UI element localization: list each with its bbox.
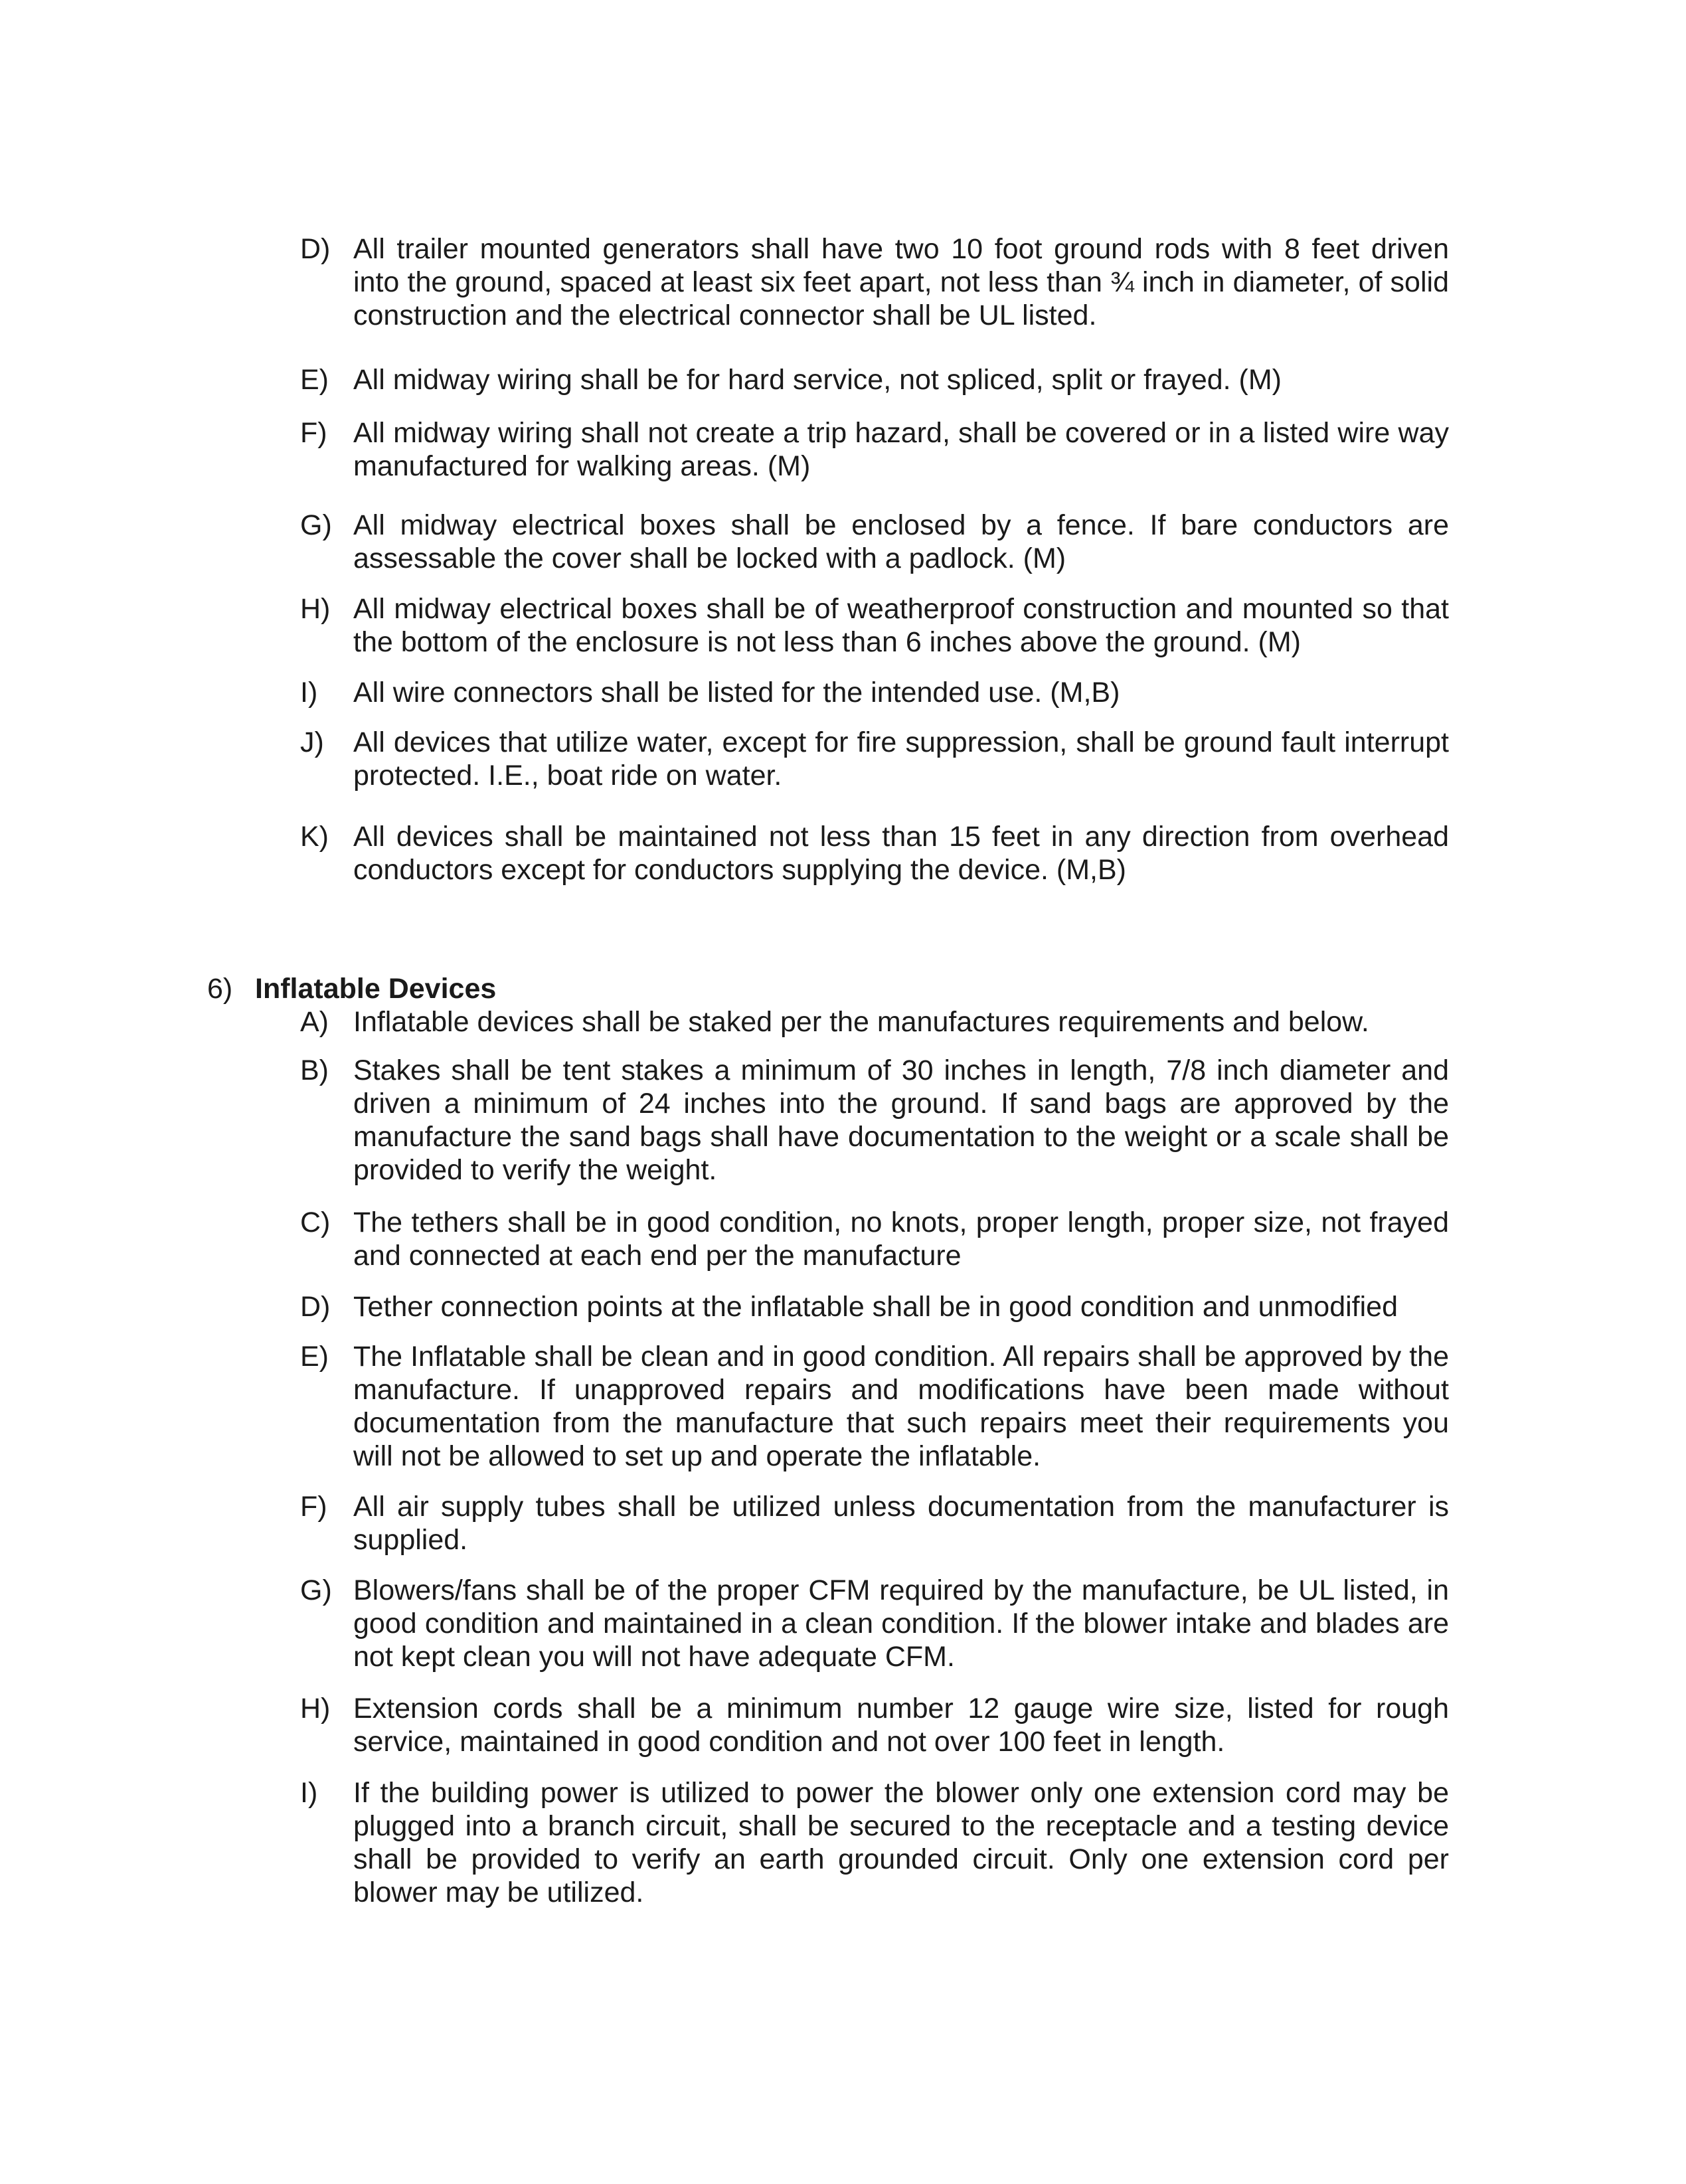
item-text: If the building power is utilized to power the blower only one extension cord may be plugged into a branch circuit, shall be secured to the receptacle and a testing device shall be provided to verify an earth grounded circuit. Only one extension cord per blower may be utilized. xyxy=(353,1777,1449,1908)
item-letter: C) xyxy=(300,1207,331,1238)
item-letter: F) xyxy=(300,417,327,449)
section-number: 6) xyxy=(207,973,233,1005)
list-item xyxy=(300,1290,1449,1323)
list-item xyxy=(300,363,1449,396)
list-item xyxy=(300,1776,1449,1909)
item-letter: B) xyxy=(300,1054,329,1086)
item-letter: J) xyxy=(300,726,324,758)
item-text: All midway wiring shall not create a trip hazard, shall be covered or in a listed wire way manufactured for walking areas. (M) xyxy=(353,417,1449,482)
item-text: All midway electrical boxes shall be of weatherproof construction and mounted so that the bottom of the enclosure is not less than 6 inches above the ground. (M) xyxy=(353,593,1449,658)
list-item xyxy=(300,592,1449,659)
list-item xyxy=(300,676,1449,709)
item-text: All wire connectors shall be listed for the intended use. (M,B) xyxy=(353,677,1120,709)
item-letter: H) xyxy=(300,593,331,625)
section-title: Inflatable Devices xyxy=(255,973,497,1005)
list-item xyxy=(300,820,1449,886)
list-item xyxy=(300,1490,1449,1556)
list-item xyxy=(300,1574,1449,1673)
item-letter: G) xyxy=(300,1574,332,1606)
list-item xyxy=(300,1005,1449,1039)
item-letter: E) xyxy=(300,1341,329,1373)
item-text: Blowers/fans shall be of the proper CFM required by the manufacture, be UL listed, in good condition and maintained in a clean condition. If the blower intake and blades are not kept clean you will not have adequate CFM. xyxy=(353,1574,1449,1673)
item-letter: D) xyxy=(300,1291,331,1323)
item-text: The Inflatable shall be clean and in good condition. All repairs shall be approved by the manufacture. If unapproved repairs and modifications have been made without documentation from the manufacture that such repairs meet their requirements you will not be allowed to set up and operate the inflatable. xyxy=(353,1341,1449,1472)
item-letter: G) xyxy=(300,509,332,541)
item-letter: I) xyxy=(300,1777,318,1809)
item-letter: I) xyxy=(300,677,318,709)
list-item xyxy=(300,509,1449,575)
list-item xyxy=(300,1692,1449,1758)
list-item xyxy=(300,416,1449,483)
section-heading xyxy=(207,972,496,1005)
item-text: All air supply tubes shall be utilized unless documentation from the manufacturer is supplied. xyxy=(353,1491,1449,1556)
item-letter: H) xyxy=(300,1693,331,1724)
item-text: All trailer mounted generators shall have two 10 foot ground rods with 8 feet driven into the ground, spaced at least six feet apart, not less than ¾ inch in diameter, of solid construction and the electrical connector shall be UL listed. xyxy=(353,233,1449,331)
item-text: Extension cords shall be a minimum number 12 gauge wire size, listed for rough service, maintained in good condition and not over 100 feet in length. xyxy=(353,1693,1449,1758)
item-letter: K) xyxy=(300,821,329,853)
item-text: All midway wiring shall be for hard service, not spliced, split or frayed. (M) xyxy=(353,364,1282,396)
item-text: Tether connection points at the inflatable shall be in good condition and unmodified xyxy=(353,1291,1398,1323)
list-item xyxy=(300,232,1449,332)
item-letter: A) xyxy=(300,1006,329,1038)
list-item xyxy=(300,1206,1449,1272)
item-text: All devices shall be maintained not less than 15 feet in any direction from overhead conductors except for conductors supplying the device. (M,B) xyxy=(353,821,1449,886)
list-item xyxy=(300,1340,1449,1473)
item-letter: D) xyxy=(300,233,331,265)
item-text: Inflatable devices shall be staked per the manufactures requirements and below. xyxy=(353,1006,1369,1038)
item-letter: F) xyxy=(300,1491,327,1523)
item-text: Stakes shall be tent stakes a minimum of 30 inches in length, 7/8 inch diameter and driven a minimum of 24 inches into the ground. If sand bags are approved by the manufacture the sand bags shall have documentation to the weight or a scale shall be provided to verify the weight. xyxy=(353,1054,1449,1186)
item-letter: E) xyxy=(300,364,329,396)
item-text: The tethers shall be in good condition, no knots, proper length, proper size, not frayed and connected at each end per the manufacture xyxy=(353,1207,1449,1272)
item-text: All devices that utilize water, except for fire suppression, shall be ground fault interrupt protected. I.E., boat ride on water. xyxy=(353,726,1449,792)
list-item xyxy=(300,726,1449,792)
item-text: All midway electrical boxes shall be enclosed by a fence. If bare conductors are assessable the cover shall be locked with a padlock. (M) xyxy=(353,509,1449,574)
list-item xyxy=(300,1054,1449,1187)
